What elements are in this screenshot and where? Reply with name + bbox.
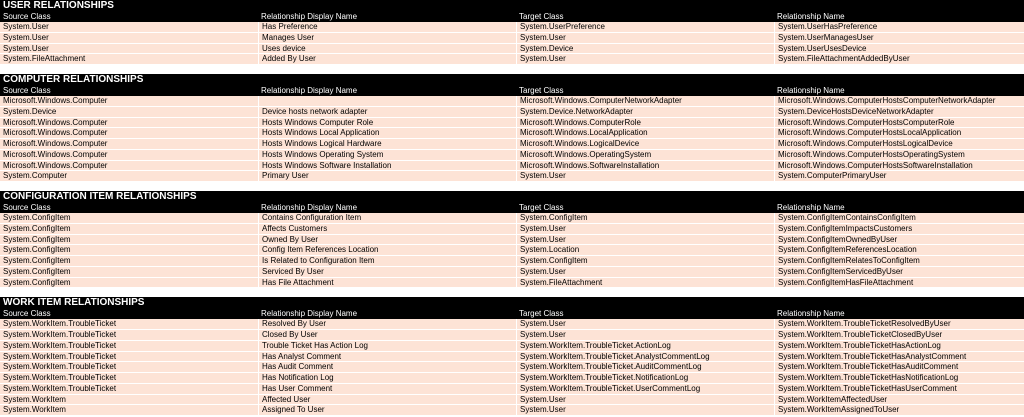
cell-relationship-name[interactable]: System.WorkItem.TroubleTicketHasActionLog xyxy=(774,341,1024,351)
cell-relationship-display-name[interactable]: Closed By User xyxy=(258,330,516,340)
column-header-row xyxy=(0,203,1024,213)
table-row xyxy=(0,128,1024,139)
cell-source-class[interactable]: System.WorkItem.TroubleTicket xyxy=(3,351,117,361)
cell-target-class[interactable]: Microsoft.Windows.LocalApplication xyxy=(516,128,774,138)
cell-target-class[interactable]: System.WorkItem.TroubleTicket.UserCommentLog xyxy=(516,384,774,394)
cell-relationship-display-name[interactable]: Manages User xyxy=(258,33,516,43)
cell-target-class[interactable]: System.User xyxy=(516,395,774,405)
column-header-relationship-name: Relationship Name xyxy=(777,309,845,319)
column-header-source-class: Source Class xyxy=(3,86,51,95)
table-row xyxy=(0,256,1024,267)
column-header-target-class: Target Class xyxy=(519,309,564,319)
cell-target-class[interactable]: System.UserPreference xyxy=(516,22,774,32)
cell-relationship-display-name[interactable]: Config Item References Location xyxy=(258,245,516,255)
table-row xyxy=(0,341,1024,352)
column-header-target-class: Target Class xyxy=(519,12,564,21)
cell-relationship-display-name[interactable]: Uses device xyxy=(258,44,516,54)
table-row xyxy=(0,319,1024,330)
section-title: WORK ITEM RELATIONSHIPS xyxy=(0,297,1024,309)
cell-relationship-display-name[interactable]: Hosts Windows Operating System xyxy=(258,150,516,160)
cell-relationship-display-name[interactable]: Affected User xyxy=(258,395,516,405)
column-header-relationship-display-name: Relationship Display Name xyxy=(261,12,358,21)
cell-relationship-name[interactable]: System.WorkItem.TroubleTicketClosedByUser xyxy=(774,330,1024,340)
cell-source-class[interactable]: System.ConfigItem xyxy=(3,213,71,222)
cell-relationship-display-name[interactable]: Serviced By User xyxy=(258,267,516,277)
cell-relationship-name[interactable]: System.ConfigItemServicedByUser xyxy=(774,267,1024,277)
cell-target-class[interactable]: System.User xyxy=(516,54,774,64)
column-header-relationship-name: Relationship Name xyxy=(777,12,845,21)
cell-relationship-name[interactable]: Microsoft.Windows.ComputerHostsComputerNetworkAdapter xyxy=(774,96,1024,106)
cell-target-class[interactable]: System.Device xyxy=(516,44,774,54)
cell-source-class[interactable]: System.ConfigItem xyxy=(3,245,71,255)
cell-relationship-display-name[interactable]: Has Analyst Comment xyxy=(258,352,516,362)
section-title: CONFIGURATION ITEM RELATIONSHIPS xyxy=(0,191,1024,203)
cell-relationship-name[interactable]: Microsoft.Windows.ComputerHostsLogicalDevice xyxy=(774,139,1024,149)
table-row xyxy=(0,352,1024,363)
table-row xyxy=(0,171,1024,182)
cell-target-class[interactable]: System.User xyxy=(516,224,774,234)
section-spacer xyxy=(0,182,1024,191)
column-header-source-class: Source Class xyxy=(3,203,51,212)
cell-source-class[interactable]: System.ConfigItem xyxy=(3,234,71,244)
table-row xyxy=(0,96,1024,107)
table-row xyxy=(0,373,1024,384)
cell-source-class[interactable]: Microsoft.Windows.Computer xyxy=(3,149,108,159)
cell-relationship-display-name[interactable]: Is Related to Configuration Item xyxy=(258,256,516,266)
cell-relationship-name[interactable]: System.WorkItem.TroubleTicketHasAnalystComment xyxy=(774,352,1024,362)
cell-relationship-display-name[interactable]: Resolved By User xyxy=(258,319,516,329)
cell-relationship-display-name[interactable]: Has File Attachment xyxy=(258,278,516,288)
section-3 xyxy=(0,191,1024,288)
column-header-relationship-name: Relationship Name xyxy=(777,86,845,95)
column-header-target-class: Target Class xyxy=(519,203,564,212)
table-row xyxy=(0,362,1024,373)
cell-relationship-name[interactable]: System.WorkItem.TroubleTicketHasAuditComment xyxy=(774,362,1024,372)
section-2 xyxy=(0,74,1024,182)
section-spacer xyxy=(0,288,1024,297)
column-header-source-class: Source Class xyxy=(3,309,51,319)
cell-target-class[interactable]: System.User xyxy=(516,267,774,277)
table-row xyxy=(0,245,1024,256)
cell-source-class[interactable]: Microsoft.Windows.Computer xyxy=(3,160,108,170)
cell-target-class[interactable]: System.User xyxy=(516,33,774,43)
table-row xyxy=(0,22,1024,33)
cell-relationship-name[interactable]: Microsoft.Windows.ComputerHostsOperatingSystem xyxy=(774,150,1024,160)
cell-target-class[interactable]: System.FileAttachment xyxy=(516,278,774,288)
cell-relationship-name[interactable]: System.UserManagesUser xyxy=(774,33,1024,43)
table-row xyxy=(0,161,1024,172)
column-header-relationship-display-name: Relationship Display Name xyxy=(261,86,358,95)
cell-source-class[interactable]: System.WorkItem xyxy=(3,405,66,415)
cell-target-class[interactable]: System.WorkItem.TroubleTicket.NotificationLog xyxy=(516,373,774,383)
cell-relationship-name[interactable]: System.WorkItemAffectedUser xyxy=(774,395,1024,405)
table-row xyxy=(0,44,1024,55)
cell-target-class[interactable]: System.ConfigItem xyxy=(516,213,774,223)
table-row xyxy=(0,107,1024,118)
cell-source-class[interactable]: System.FileAttachment xyxy=(3,54,86,64)
cell-relationship-name[interactable]: System.WorkItem.TroubleTicketHasNotificationLog xyxy=(774,373,1024,383)
section-spacer xyxy=(0,65,1024,74)
column-header-relationship-display-name: Relationship Display Name xyxy=(261,309,358,319)
cell-target-class[interactable]: System.ConfigItem xyxy=(516,256,774,266)
cell-source-class[interactable]: System.ConfigItem xyxy=(3,256,71,265)
cell-source-class[interactable]: System.User xyxy=(3,32,49,42)
section-1 xyxy=(0,0,1024,65)
cell-source-class[interactable]: System.WorkItem.TroubleTicket xyxy=(3,383,117,393)
cell-relationship-display-name[interactable] xyxy=(258,96,516,106)
table-row xyxy=(0,118,1024,129)
cell-source-class[interactable]: System.Computer xyxy=(3,171,68,181)
cell-target-class[interactable]: System.User xyxy=(516,171,774,181)
cell-relationship-display-name[interactable]: Device hosts network adapter xyxy=(258,107,516,117)
cell-relationship-name[interactable]: System.ConfigItemImpactsCustomers xyxy=(774,224,1024,234)
cell-relationship-name[interactable]: System.ConfigItemHasFileAttachment xyxy=(774,278,1024,288)
cell-relationship-name[interactable]: System.ConfigItemOwnedByUser xyxy=(774,235,1024,245)
cell-relationship-name[interactable]: System.ConfigItemReferencesLocation xyxy=(774,245,1024,255)
cell-relationship-name[interactable]: System.UserHasPreference xyxy=(774,22,1024,32)
cell-relationship-name[interactable]: Microsoft.Windows.ComputerHostsLocalApplication xyxy=(774,128,1024,138)
cell-target-class[interactable]: System.User xyxy=(516,235,774,245)
table-row xyxy=(0,150,1024,161)
column-header-target-class: Target Class xyxy=(519,86,564,95)
cell-relationship-display-name[interactable]: Owned By User xyxy=(258,235,516,245)
cell-relationship-name[interactable]: System.ConfigItemRelatesToConfigItem xyxy=(774,256,1024,266)
cell-source-class[interactable]: Microsoft.Windows.Computer xyxy=(3,96,108,105)
cell-source-class[interactable]: System.WorkItem.TroubleTicket xyxy=(3,340,117,350)
cell-target-class[interactable]: Microsoft.Windows.LogicalDevice xyxy=(516,139,774,149)
cell-source-class[interactable]: System.WorkItem.TroubleTicket xyxy=(3,373,117,382)
cell-relationship-display-name[interactable]: Has Notification Log xyxy=(258,373,516,383)
cell-relationship-name[interactable]: System.FileAttachmentAddedByUser xyxy=(774,54,1024,64)
table-row xyxy=(0,278,1024,289)
cell-source-class[interactable]: System.WorkItem xyxy=(3,394,66,404)
cell-source-class[interactable]: System.ConfigItem xyxy=(3,223,71,233)
table-row xyxy=(0,213,1024,224)
cell-relationship-display-name[interactable]: Has User Comment xyxy=(258,384,516,394)
cell-relationship-name[interactable]: System.DeviceHostsDeviceNetworkAdapter xyxy=(774,107,1024,117)
cell-source-class[interactable]: System.ConfigItem xyxy=(3,266,71,276)
column-header-row xyxy=(0,12,1024,22)
cell-relationship-display-name[interactable]: Hosts Windows Software Installation xyxy=(258,161,516,171)
cell-target-class[interactable]: Microsoft.Windows.OperatingSystem xyxy=(516,150,774,160)
cell-relationship-name[interactable]: System.UserUsesDevice xyxy=(774,44,1024,54)
cell-relationship-name[interactable]: System.WorkItem.TroubleTicketHasUserComment xyxy=(774,384,1024,394)
cell-target-class[interactable]: System.Device.NetworkAdapter xyxy=(516,107,774,117)
section-title: USER RELATIONSHIPS xyxy=(0,0,1024,12)
cell-relationship-display-name[interactable]: Hosts Windows Logical Hardware xyxy=(258,139,516,149)
cell-source-class[interactable]: Microsoft.Windows.Computer xyxy=(3,128,108,138)
cell-relationship-display-name[interactable]: Has Audit Comment xyxy=(258,362,516,372)
section-title: COMPUTER RELATIONSHIPS xyxy=(0,74,1024,86)
table-row xyxy=(0,33,1024,44)
cell-relationship-display-name[interactable]: Hosts Windows Computer Role xyxy=(258,118,516,128)
table-row xyxy=(0,384,1024,395)
cell-relationship-display-name[interactable]: Added By User xyxy=(258,54,516,64)
cell-relationship-name[interactable]: System.ConfigItemContainsConfigItem xyxy=(774,213,1024,223)
cell-source-class[interactable]: System.Device xyxy=(3,106,57,116)
cell-target-class[interactable]: System.User xyxy=(516,330,774,340)
table-row xyxy=(0,224,1024,235)
cell-relationship-display-name[interactable]: Hosts Windows Local Application xyxy=(258,128,516,138)
cell-target-class[interactable]: Microsoft.Windows.ComputerNetworkAdapter xyxy=(516,96,774,106)
table-row xyxy=(0,405,1024,416)
cell-relationship-display-name[interactable]: Contains Configuration Item xyxy=(258,213,516,223)
cell-source-class[interactable]: System.WorkItem.TroubleTicket xyxy=(3,362,117,372)
cell-source-class[interactable]: System.User xyxy=(3,43,49,53)
column-header-row xyxy=(0,309,1024,319)
table-row xyxy=(0,139,1024,150)
cell-source-class[interactable]: System.User xyxy=(3,22,49,31)
cell-relationship-name[interactable]: Microsoft.Windows.ComputerHostsSoftwareInstallation xyxy=(774,161,1024,171)
cell-target-class[interactable]: System.User xyxy=(516,319,774,329)
table-row xyxy=(0,235,1024,246)
cell-target-class[interactable]: System.User xyxy=(516,405,774,415)
cell-relationship-display-name[interactable]: Has Preference xyxy=(258,22,516,32)
column-header-relationship-name: Relationship Name xyxy=(777,203,845,212)
cell-source-class[interactable]: System.WorkItem.TroubleTicket xyxy=(3,319,117,329)
cell-source-class[interactable]: Microsoft.Windows.Computer xyxy=(3,117,108,127)
cell-target-class[interactable]: System.WorkItem.TroubleTicket.AnalystCommentLog xyxy=(516,352,774,362)
cell-relationship-display-name[interactable]: Affects Customers xyxy=(258,224,516,234)
cell-relationship-name[interactable]: Microsoft.Windows.ComputerHostsComputerRole xyxy=(774,118,1024,128)
cell-relationship-name[interactable]: System.WorkItem.TroubleTicketResolvedByUser xyxy=(774,319,1024,329)
cell-target-class[interactable]: System.WorkItem.TroubleTicket.AuditCommentLog xyxy=(516,362,774,372)
column-header-row xyxy=(0,86,1024,96)
column-header-source-class: Source Class xyxy=(3,12,51,21)
cell-source-class[interactable]: System.WorkItem.TroubleTicket xyxy=(3,330,117,339)
cell-relationship-display-name[interactable]: Assigned To User xyxy=(258,405,516,415)
section-4 xyxy=(0,297,1024,416)
cell-source-class[interactable]: System.ConfigItem xyxy=(3,277,71,287)
cell-relationship-display-name[interactable]: Primary User xyxy=(258,171,516,181)
cell-relationship-name[interactable]: System.ComputerPrimaryUser xyxy=(774,171,1024,181)
cell-target-class[interactable]: Microsoft.Windows.ComputerRole xyxy=(516,118,774,128)
table-row xyxy=(0,54,1024,65)
cell-target-class[interactable]: System.Location xyxy=(516,245,774,255)
cell-target-class[interactable]: Microsoft.Windows.SoftwareInstallation xyxy=(516,161,774,171)
cell-target-class[interactable]: System.WorkItem.TroubleTicket.ActionLog xyxy=(516,341,774,351)
table-row xyxy=(0,395,1024,406)
column-header-relationship-display-name: Relationship Display Name xyxy=(261,203,358,212)
table-row xyxy=(0,330,1024,341)
cell-relationship-name[interactable]: System.WorkItemAssignedToUser xyxy=(774,405,1024,415)
cell-source-class[interactable]: Microsoft.Windows.Computer xyxy=(3,139,108,148)
table-row xyxy=(0,267,1024,278)
cell-relationship-display-name[interactable]: Trouble Ticket Has Action Log xyxy=(258,341,516,351)
